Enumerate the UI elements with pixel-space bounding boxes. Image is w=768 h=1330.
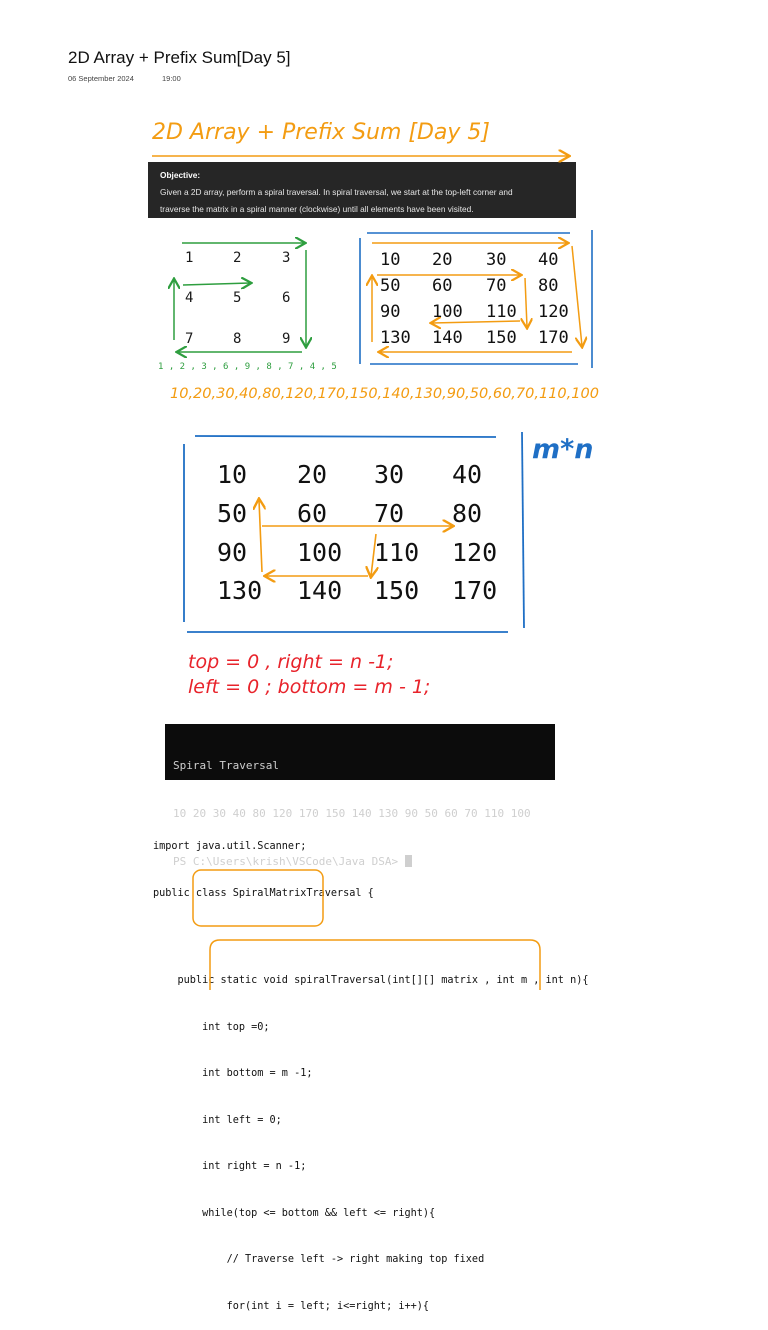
page-title: 2D Array + Prefix Sum[Day 5]: [68, 48, 291, 67]
code-line: while(top <= bottom && left <= right){: [153, 1207, 436, 1219]
objective-line-2: traverse the matrix in a spiral manner (clockwise) until all elements have been visited.: [160, 204, 474, 214]
grid4-cell: 70: [486, 276, 507, 296]
big-grid-cell: 70: [374, 499, 405, 528]
big-grid-cell: 60: [297, 499, 328, 528]
big-grid-cell: 170: [452, 576, 498, 605]
grid4-cell: 50: [380, 276, 401, 296]
note-heading: 2D Array + Prefix Sum [Day 5]: [152, 120, 490, 145]
grid3-cell: 9: [282, 331, 291, 347]
grid4-cell: 90: [380, 302, 401, 322]
grid4-cell: 10: [380, 250, 401, 270]
grid3-cell: 4: [185, 290, 194, 306]
grid3-cell: 8: [233, 331, 242, 347]
grid4-cell: 100: [432, 302, 463, 322]
big-grid-cell: 120: [452, 538, 498, 567]
page-time: 19:00: [162, 74, 181, 83]
big-grid-cell: 90: [217, 538, 248, 567]
code-line: for(int i = left; i<=right; i++){: [153, 1300, 430, 1312]
code-line: public class SpiralMatrixTraversal {: [153, 887, 374, 899]
grid4-cell: 80: [538, 276, 559, 296]
big-grid-cell: 80: [452, 499, 483, 528]
big-grid-cell: 130: [217, 576, 263, 605]
grid3-cell: 5: [233, 290, 242, 306]
grid4-cell: 60: [432, 276, 453, 296]
spiral-result: 10,20,30,40,80,120,170,150,140,130,90,50,60,70,110,100: [170, 386, 599, 402]
grid3-cell: 2: [233, 250, 242, 266]
code-line: public static void spiralTraversal(int[][] matrix , int m , int n){: [153, 975, 589, 986]
big-grid-cell: 10: [217, 460, 248, 489]
code-line: int right = n -1;: [153, 1161, 307, 1172]
code-line: int top =0;: [153, 1021, 270, 1033]
objective-line-1: Given a 2D array, perform a spiral traversal. In spiral traversal, we start at the top-left corner and: [160, 187, 513, 197]
big-grid-cell: 20: [297, 460, 328, 489]
mn-label: m*n: [532, 434, 594, 465]
grid3-order: 1 , 2 , 3 , 6 , 9 , 8 , 7 , 4 , 5: [158, 362, 337, 372]
big-grid-spiral-arrows: [259, 500, 452, 576]
grid4-cell: 120: [538, 302, 569, 322]
grid4-cell: 150: [486, 328, 517, 348]
grid3-cell: 7: [185, 331, 194, 347]
terminal-prompt-text: PS C:\Users\krish\VSCode\Java DSA>: [173, 855, 405, 868]
grid4-cell: 40: [538, 250, 559, 270]
grid3-cell: 3: [282, 250, 291, 266]
big-grid-cell: 30: [374, 460, 405, 489]
terminal-line-1: Spiral Traversal: [173, 759, 279, 772]
grid3-cell: 6: [282, 290, 291, 306]
grid4-spiral-arrows: [372, 243, 582, 352]
pointers-line-1: top = 0 , right = n -1;: [188, 651, 394, 673]
grid4-cell: 30: [486, 250, 507, 270]
big-grid-cell: 150: [374, 576, 420, 605]
pointers-line-2: left = 0 ; bottom = m - 1;: [188, 676, 431, 698]
grid4-cell: 20: [432, 250, 453, 270]
code-line: // Traverse left -> right making top fixed: [153, 1254, 485, 1265]
grid3-spiral-arrows: [174, 243, 306, 352]
big-grid-cell: 140: [297, 576, 343, 605]
big-grid-cell: 100: [297, 538, 343, 567]
grid4-cell: 140: [432, 328, 463, 348]
page-date: 06 September 2024: [68, 74, 134, 83]
grid3-cell: 1: [185, 250, 194, 266]
terminal-line-2: 10 20 30 40 80 120 170 150 140 130 90 50 60 70 110 100: [173, 807, 531, 820]
grid4-brackets: [360, 230, 592, 368]
big-grid-cell: 40: [452, 460, 483, 489]
objective-label: Objective:: [160, 170, 201, 180]
code-line: int left = 0;: [153, 1114, 282, 1126]
big-grid-cell: 50: [217, 499, 248, 528]
grid4-cell: 130: [380, 328, 411, 348]
code-line: import java.util.Scanner;: [153, 841, 307, 852]
code-line: int bottom = m -1;: [153, 1068, 313, 1079]
big-grid-cell: 110: [374, 538, 420, 567]
grid4-cell: 110: [486, 302, 517, 322]
init-vars-highlight: [193, 870, 323, 926]
big-grid-brackets: [184, 432, 524, 632]
grid4-cell: 170: [538, 328, 569, 348]
loop-body-highlight: [210, 940, 540, 990]
